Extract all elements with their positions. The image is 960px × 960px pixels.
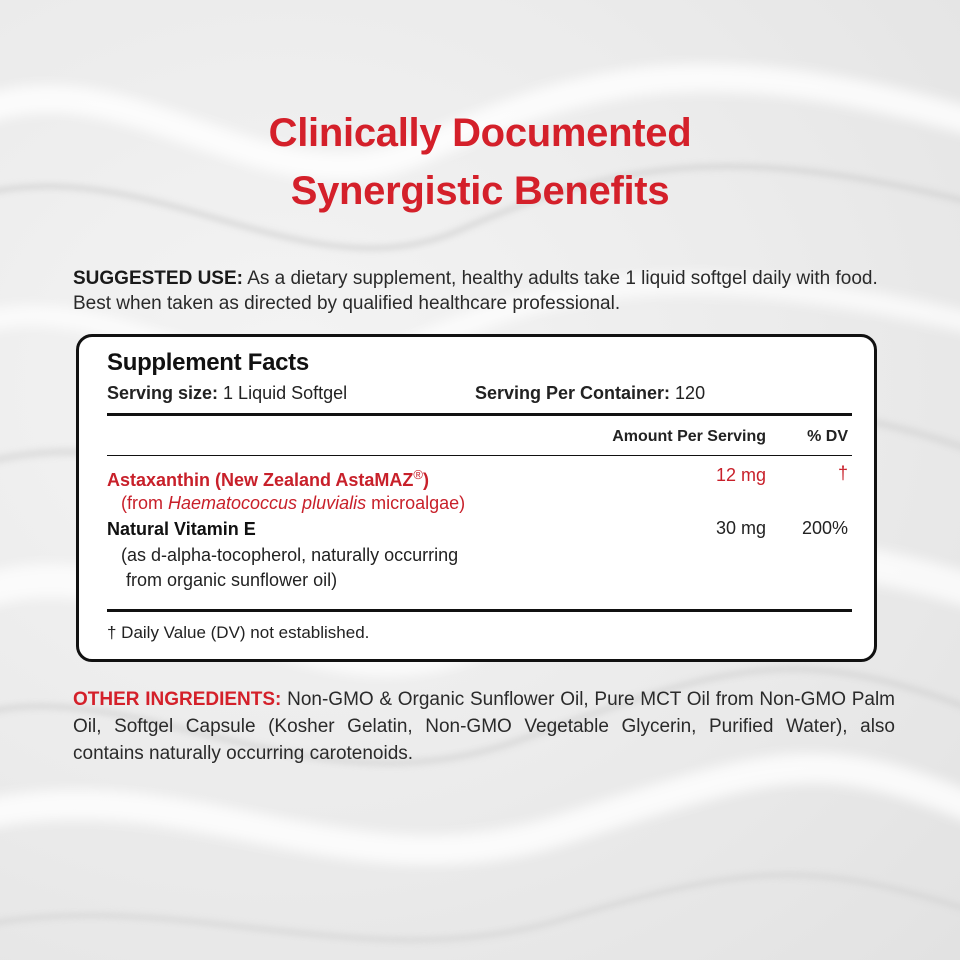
serving-size-value: 1 Liquid Softgel [218, 383, 348, 403]
source-prefix: (from [121, 493, 168, 513]
nutrient-name-vitamin-e: Natural Vitamin E [107, 519, 256, 539]
nutrient-source-astaxanthin [121, 491, 465, 515]
other-ingredients-text: Non-GMO & Organic Sunflower Oil, Pure MCT Oil from Non-GMO Palm Oil, Softgel Capsule (Kosher Gelatin, Non-GMO Vegetable Glycerin, Purified Water), also contains naturally occurring carotenoids. [73, 689, 895, 764]
column-header-amount: Amount Per Serving [612, 428, 766, 445]
suggested-use-text: As a dietary supplement, healthy adults take 1 liquid softgel daily with food. Best when taken as directed by qualified healthcare professional. [73, 268, 878, 314]
title-line-1: Clinically Documented [268, 111, 692, 155]
title-line-2: Synergistic Benefits [290, 169, 670, 213]
suggested-use [73, 266, 893, 316]
serving-size [107, 383, 347, 404]
servings-per-container [475, 383, 705, 404]
amount-vitamin-e: 30 mg [715, 518, 766, 538]
amount-astaxanthin: 12 mg [715, 465, 766, 485]
dv-footnote: † Daily Value (DV) not established. [107, 623, 370, 642]
source-species: Haematococcus pluvialis [168, 493, 367, 513]
dv-astaxanthin: † [837, 463, 848, 483]
column-header-dv: % DV [807, 428, 848, 445]
nutrient-name-astaxanthin [107, 463, 429, 492]
servings-value: 120 [670, 383, 706, 403]
divider-top [107, 413, 852, 416]
divider-bottom [107, 609, 852, 612]
other-ingredients-label: OTHER INGREDIENTS: [73, 689, 282, 710]
astaxanthin-close-paren: ) [422, 470, 429, 490]
source-suffix: microalgae) [366, 493, 466, 513]
astaxanthin-name: Astaxanthin (New Zealand AstaMAZ [107, 470, 414, 490]
supplement-facts-title: Supplement Facts [107, 349, 309, 376]
serving-size-label: Serving size: [107, 383, 219, 403]
divider-header [107, 455, 852, 456]
nutrient-source-vitamin-e-line2: from organic sunflower oil) [126, 570, 338, 590]
registered-mark: ® [413, 467, 423, 482]
servings-label: Serving Per Container: [475, 383, 671, 403]
dv-vitamin-e: 200% [801, 518, 848, 538]
supplement-facts-panel [76, 334, 877, 662]
suggested-use-label: SUGGESTED USE: [73, 268, 243, 289]
page-title [0, 104, 960, 220]
other-ingredients [73, 686, 895, 767]
nutrient-source-vitamin-e-line1: (as d-alpha-tocopherol, naturally occurring [121, 545, 459, 565]
